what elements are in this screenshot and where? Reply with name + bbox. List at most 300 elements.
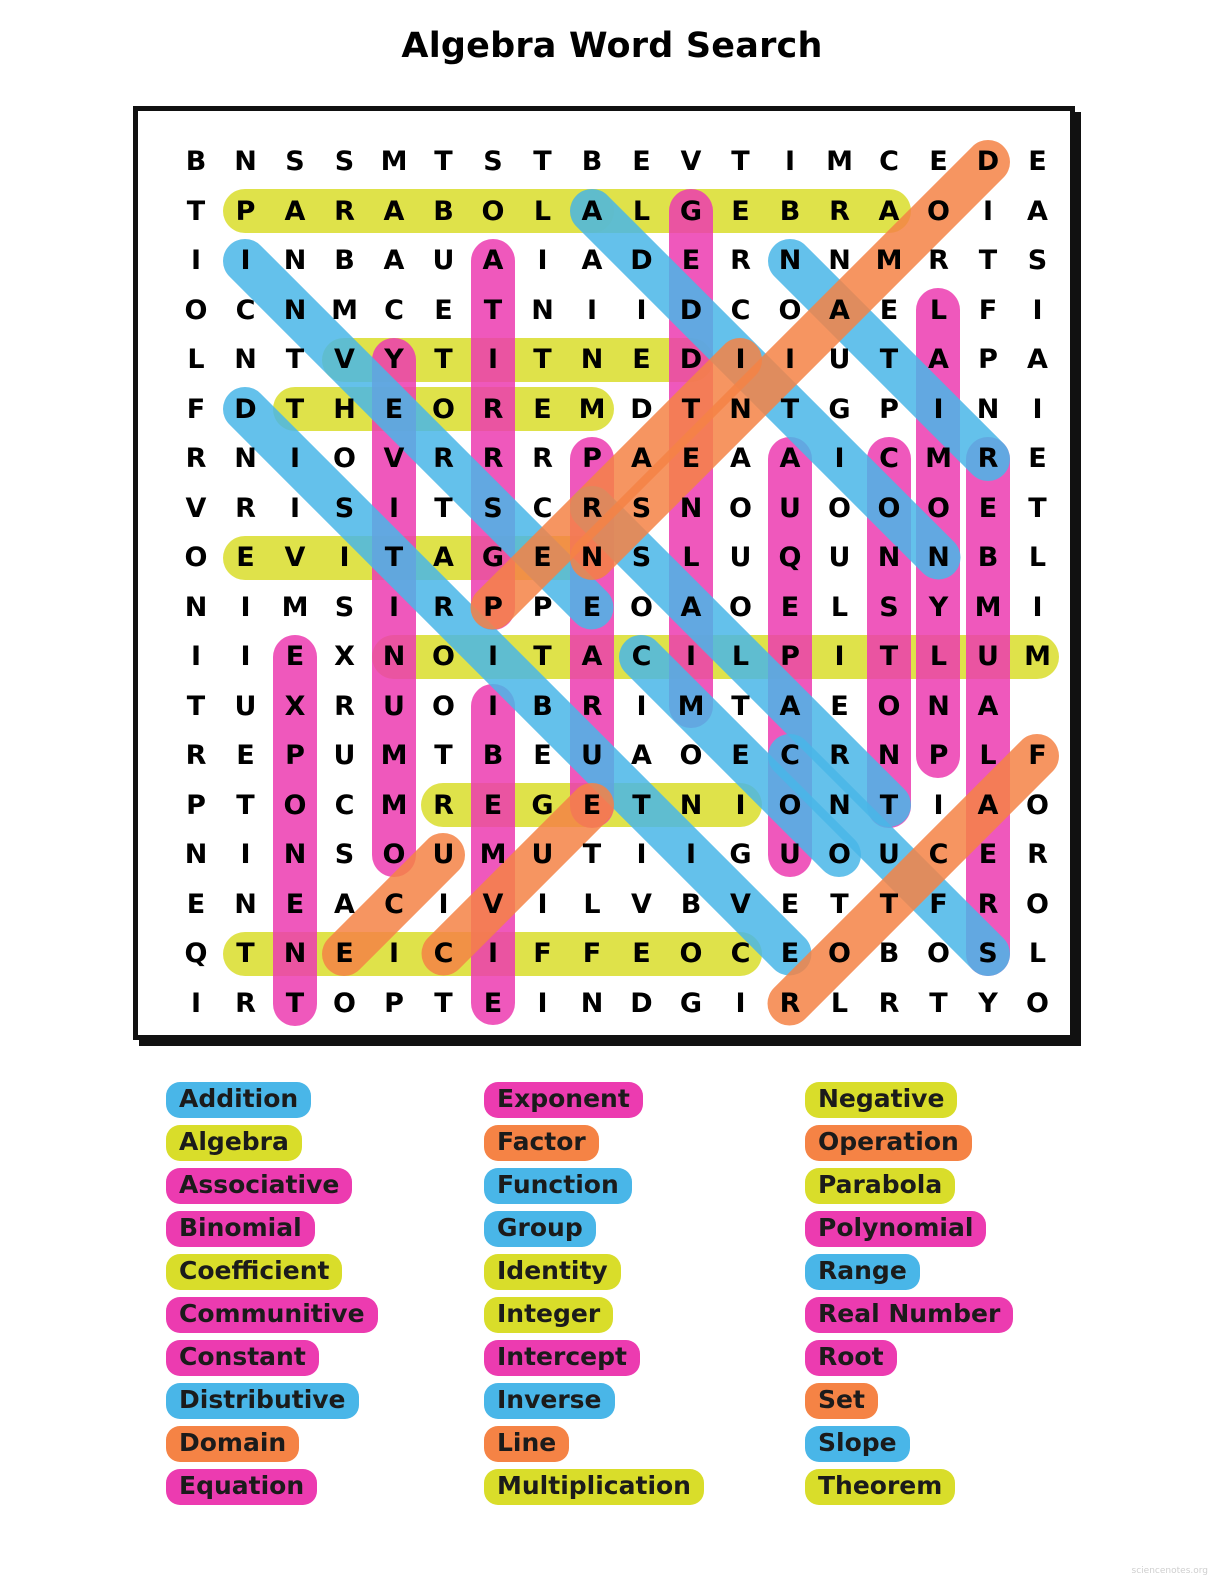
grid-letter: C xyxy=(334,789,355,821)
grid-letter: E xyxy=(582,789,602,821)
grid-letter: M xyxy=(380,146,408,177)
grid-letter: Q xyxy=(778,542,802,573)
word-chip-constant[interactable]: Constant xyxy=(166,1340,319,1376)
grid-letter: F xyxy=(186,393,206,425)
grid-letter: L xyxy=(187,344,205,375)
grid-letter: I xyxy=(190,987,202,1019)
grid-letter: E xyxy=(731,740,750,771)
word-list-column-2 xyxy=(484,1082,784,1512)
grid-letter: O xyxy=(729,591,752,623)
grid-letter: M xyxy=(380,740,408,771)
word-chip-parabola[interactable]: Parabola xyxy=(805,1168,955,1204)
grid-letter: R xyxy=(482,443,504,474)
grid-letter: L xyxy=(1028,938,1047,969)
grid-letter: A xyxy=(1027,344,1048,375)
grid-letter: O xyxy=(283,789,307,821)
grid-letter: T xyxy=(929,987,948,1019)
grid-letter: X xyxy=(334,641,355,672)
grid-letter: F xyxy=(533,938,552,969)
word-chip-coefficient[interactable]: Coefficient xyxy=(166,1254,342,1290)
grid-letter: E xyxy=(434,294,453,326)
grid-letter: E xyxy=(830,690,849,722)
grid-letter: O xyxy=(1026,789,1049,821)
letter-layer xyxy=(138,111,1080,1045)
grid-letter: V xyxy=(383,443,405,474)
grid-letter: M xyxy=(1024,641,1051,672)
grid-letter: P xyxy=(879,393,899,425)
grid-letter: O xyxy=(927,195,950,227)
grid-letter: A xyxy=(779,690,801,722)
grid-letter: N xyxy=(580,987,604,1019)
grid-letter: B xyxy=(581,146,603,177)
grid-letter: G xyxy=(828,393,851,425)
grid-letter: N xyxy=(234,146,257,177)
grid-letter: G xyxy=(679,987,703,1019)
grid-letter: I xyxy=(1032,294,1043,326)
grid-letter: F xyxy=(929,888,948,920)
grid-letter: S xyxy=(1027,245,1048,276)
grid-letter: A xyxy=(581,641,603,672)
grid-letter: O xyxy=(432,641,455,672)
word-chip-range[interactable]: Range xyxy=(805,1254,920,1290)
grid-letter: R xyxy=(928,245,949,276)
grid-letter: F xyxy=(1028,740,1047,771)
grid-letter: X xyxy=(284,690,306,722)
grid-letter: A xyxy=(977,789,999,821)
word-chip-inverse[interactable]: Inverse xyxy=(484,1383,615,1419)
grid-letter: I xyxy=(240,591,251,623)
grid-letter: L xyxy=(830,987,849,1019)
grid-letter: U xyxy=(729,542,752,573)
grid-letter: G xyxy=(481,542,505,573)
grid-letter: N xyxy=(382,641,406,672)
grid-letter: C xyxy=(780,740,800,771)
word-list-column-3 xyxy=(805,1082,1125,1512)
grid-letter: T xyxy=(384,542,404,573)
grid-letter: R xyxy=(581,690,603,722)
grid-letter: A xyxy=(631,443,652,474)
grid-letter: N xyxy=(828,789,851,821)
grid-letter: S xyxy=(334,839,355,870)
word-chip-negative[interactable]: Negative xyxy=(805,1082,957,1118)
word-chip-intercept[interactable]: Intercept xyxy=(484,1340,640,1376)
grid-letter: C xyxy=(730,938,751,969)
grid-letter: A xyxy=(631,740,652,771)
grid-letter: T xyxy=(434,344,453,375)
grid-letter: N xyxy=(234,443,257,474)
grid-letter: P xyxy=(928,740,949,771)
grid-letter: E xyxy=(483,789,503,821)
grid-letter: P xyxy=(186,789,206,821)
grid-letter: G xyxy=(729,839,752,870)
grid-letter: I xyxy=(834,443,845,474)
word-chip-real-number[interactable]: Real Number xyxy=(805,1297,1013,1333)
grid-letter: R xyxy=(977,888,999,920)
word-search-grid[interactable] xyxy=(133,106,1075,1040)
grid-letter: G xyxy=(531,789,554,821)
grid-letter: R xyxy=(1027,839,1048,870)
grid-letter: P xyxy=(285,740,305,771)
grid-letter: T xyxy=(236,789,255,821)
grid-letter: O xyxy=(927,492,950,524)
grid-letter: E xyxy=(533,393,552,425)
grid-letter: T xyxy=(780,393,800,425)
grid-letter: N xyxy=(234,888,257,920)
grid-letter: I xyxy=(982,195,994,227)
word-chip-polynomial[interactable]: Polynomial xyxy=(805,1211,986,1247)
grid-letter: E xyxy=(483,987,503,1019)
grid-letter: R xyxy=(977,443,999,474)
page-title: Algebra Word Search xyxy=(401,26,823,66)
grid-letter: S xyxy=(978,938,998,969)
grid-letter: L xyxy=(1028,542,1047,573)
grid-letter: O xyxy=(333,987,356,1019)
grid-letter: T xyxy=(236,938,255,969)
grid-letter: C xyxy=(384,888,404,920)
grid-letter: E xyxy=(978,839,998,870)
grid-letter: M xyxy=(875,245,903,276)
grid-letter: I xyxy=(537,987,548,1019)
word-chip-binomial[interactable]: Binomial xyxy=(166,1211,315,1247)
grid-letter: I xyxy=(289,492,301,524)
grid-letter: V xyxy=(284,542,306,573)
grid-letter: T xyxy=(186,195,206,227)
grid-letter: I xyxy=(537,888,548,920)
grid-letter: P xyxy=(384,987,404,1019)
grid-letter: E xyxy=(780,591,800,623)
grid-letter: R xyxy=(532,443,553,474)
grid-letter: M xyxy=(974,591,1002,623)
grid-letter: E xyxy=(1028,146,1047,177)
grid-letter: P xyxy=(235,195,256,227)
grid-letter: T xyxy=(533,641,552,672)
grid-letter: I xyxy=(388,938,400,969)
grid-letter: E xyxy=(632,938,651,969)
grid-letter: I xyxy=(933,393,944,425)
grid-letter: T xyxy=(731,690,750,722)
grid-letter: E xyxy=(582,591,602,623)
grid-letter: D xyxy=(630,393,653,425)
grid-letter: T xyxy=(434,740,453,771)
grid-letter: R xyxy=(779,987,801,1019)
grid-letter: M xyxy=(479,839,507,870)
grid-letter: A xyxy=(1027,195,1048,227)
grid-letter: E xyxy=(929,146,948,177)
grid-letter: E xyxy=(285,888,305,920)
grid-letter: N xyxy=(283,839,307,870)
grid-letter: A xyxy=(878,195,900,227)
word-chip-identity[interactable]: Identity xyxy=(484,1254,621,1290)
grid-letter: I xyxy=(735,987,746,1019)
grid-letter: E xyxy=(236,542,255,573)
grid-letter: M xyxy=(380,789,408,821)
grid-letter: R xyxy=(829,740,850,771)
grid-letter: I xyxy=(190,245,202,276)
grid-letter: B xyxy=(185,146,207,177)
grid-letter: O xyxy=(877,690,901,722)
grid-letter: R xyxy=(185,740,207,771)
word-chip-communitive[interactable]: Communitive xyxy=(166,1297,378,1333)
grid-letter: B xyxy=(433,195,454,227)
grid-letter: A xyxy=(284,195,306,227)
grid-letter: I xyxy=(487,938,499,969)
grid-letter: A xyxy=(383,195,405,227)
grid-letter: T xyxy=(533,344,552,375)
grid-letter: A xyxy=(680,591,702,623)
grid-letter: C xyxy=(879,443,899,474)
grid-letter: I xyxy=(339,542,350,573)
grid-letter: Y xyxy=(978,987,998,1019)
grid-letter: U xyxy=(531,839,554,870)
grid-letter: L xyxy=(533,195,552,227)
grid-letter: R xyxy=(235,987,256,1019)
grid-letter: R xyxy=(482,393,504,425)
grid-letter: U xyxy=(333,740,356,771)
grid-letter: U xyxy=(234,690,257,722)
grid-letter: A xyxy=(334,888,355,920)
grid-letter: U xyxy=(779,839,801,870)
grid-letter: N xyxy=(184,591,208,623)
grid-letter: T xyxy=(434,146,453,177)
word-chip-function[interactable]: Function xyxy=(484,1168,632,1204)
grid-letter: I xyxy=(487,690,499,722)
word-chip-line[interactable]: Line xyxy=(484,1426,569,1462)
grid-letter: E xyxy=(780,938,800,969)
grid-letter: I xyxy=(735,344,746,375)
grid-letter: U xyxy=(779,492,801,524)
word-chip-associative[interactable]: Associative xyxy=(166,1168,352,1204)
grid-letter: N xyxy=(679,789,703,821)
grid-letter: U xyxy=(383,690,405,722)
grid-letter: E xyxy=(731,195,750,227)
grid-letter: O xyxy=(481,195,505,227)
grid-letter: O xyxy=(1026,888,1049,920)
grid-letter: B xyxy=(532,690,553,722)
word-chip-theorem[interactable]: Theorem xyxy=(805,1469,955,1505)
word-chip-exponent[interactable]: Exponent xyxy=(484,1082,643,1118)
grid-letter: R xyxy=(334,690,355,722)
grid-letter: E xyxy=(1028,443,1047,474)
grid-letter: O xyxy=(679,938,703,969)
grid-letter: N xyxy=(580,344,604,375)
grid-letter: A xyxy=(779,443,801,474)
grid-letter: A xyxy=(928,344,949,375)
grid-letter: T xyxy=(978,245,998,276)
grid-letter: T xyxy=(731,146,750,177)
grid-letter: N xyxy=(729,393,752,425)
grid-letter: C xyxy=(384,294,404,326)
grid-letter: T xyxy=(582,839,602,870)
grid-letter: I xyxy=(586,294,598,326)
grid-letter: O xyxy=(828,938,851,969)
grid-letter: V xyxy=(680,146,702,177)
grid-letter: R xyxy=(581,492,603,524)
word-chip-equation[interactable]: Equation xyxy=(166,1469,317,1505)
grid-letter: S xyxy=(631,542,652,573)
grid-letter: T xyxy=(879,789,899,821)
grid-letter: I xyxy=(537,245,548,276)
grid-letter: T xyxy=(434,492,453,524)
word-chip-set[interactable]: Set xyxy=(805,1383,878,1419)
grid-letter: I xyxy=(735,789,746,821)
grid-letter: N xyxy=(976,393,1000,425)
word-chip-factor[interactable]: Factor xyxy=(484,1125,599,1161)
grid-letter: O xyxy=(877,492,901,524)
grid-letter: O xyxy=(184,294,208,326)
grid-letter: R xyxy=(235,492,256,524)
grid-letter: I xyxy=(834,641,845,672)
grid-letter: E xyxy=(285,641,305,672)
grid-letter: R xyxy=(730,245,751,276)
grid-letter: E xyxy=(632,146,651,177)
grid-letter: O xyxy=(927,938,950,969)
grid-letter: Y xyxy=(384,344,404,375)
grid-letter: T xyxy=(681,393,701,425)
grid-letter: I xyxy=(784,146,796,177)
word-chip-operation[interactable]: Operation xyxy=(805,1125,972,1161)
grid-letter: U xyxy=(432,839,455,870)
grid-letter: B xyxy=(680,888,702,920)
grid-letter: O xyxy=(333,443,356,474)
grid-letter: L xyxy=(583,888,601,920)
grid-letter: N xyxy=(927,690,950,722)
grid-letter: A xyxy=(977,690,999,722)
grid-letter: A xyxy=(581,195,603,227)
grid-letter: M xyxy=(578,393,606,425)
grid-letter: V xyxy=(631,888,652,920)
grid-letter: D xyxy=(630,245,653,276)
word-chip-addition[interactable]: Addition xyxy=(166,1082,311,1118)
grid-letter: Q xyxy=(184,938,208,969)
grid-letter: O xyxy=(432,690,455,722)
grid-letter: L xyxy=(731,641,750,672)
grid-letter: C xyxy=(532,492,553,524)
grid-letter: C xyxy=(235,294,256,326)
grid-letter: O xyxy=(778,789,802,821)
grid-letter: N xyxy=(927,542,950,573)
grid-letter: I xyxy=(487,641,499,672)
grid-letter: E xyxy=(632,344,651,375)
grid-letter: I xyxy=(289,443,301,474)
grid-letter: U xyxy=(581,740,603,771)
grid-letter: C xyxy=(433,938,454,969)
grid-letter: I xyxy=(438,888,449,920)
grid-letter: I xyxy=(636,690,647,722)
grid-letter: O xyxy=(729,492,752,524)
grid-letter: S xyxy=(334,591,355,623)
grid-letter: I xyxy=(1032,591,1043,623)
grid-letter: N xyxy=(283,245,307,276)
grid-letter: M xyxy=(281,591,309,623)
word-chip-root[interactable]: Root xyxy=(805,1340,897,1376)
grid-letter: R xyxy=(829,195,850,227)
grid-letter: U xyxy=(828,344,851,375)
grid-letter: I xyxy=(685,839,697,870)
grid-inner xyxy=(138,111,1080,1045)
word-chip-group[interactable]: Group xyxy=(484,1211,596,1247)
grid-letter: I xyxy=(685,641,697,672)
grid-letter: I xyxy=(1032,393,1043,425)
grid-letter: T xyxy=(830,888,849,920)
grid-letter: P xyxy=(780,641,800,672)
word-chip-integer[interactable]: Integer xyxy=(484,1297,613,1333)
grid-letter: I xyxy=(636,294,647,326)
grid-letter: V xyxy=(185,492,207,524)
grid-letter: L xyxy=(830,591,849,623)
grid-letter: S xyxy=(483,492,503,524)
grid-letter: O xyxy=(630,591,653,623)
grid-letter: R xyxy=(878,987,900,1019)
grid-letter: V xyxy=(482,888,504,920)
grid-letter: T xyxy=(483,294,503,326)
grid-letter: O xyxy=(778,294,802,326)
grid-letter: U xyxy=(828,542,851,573)
grid-letter: T xyxy=(285,987,305,1019)
grid-letter: T xyxy=(879,888,899,920)
grid-letter: I xyxy=(636,839,647,870)
grid-letter: E xyxy=(681,245,701,276)
grid-letter: U xyxy=(977,641,999,672)
word-chip-algebra[interactable]: Algebra xyxy=(166,1125,302,1161)
grid-letter: L xyxy=(682,542,700,573)
grid-letter: I xyxy=(240,641,251,672)
grid-letter: B xyxy=(779,195,801,227)
grid-letter: S xyxy=(334,146,355,177)
grid-letter: E xyxy=(236,740,255,771)
grid-letter: S xyxy=(285,146,305,177)
grid-letter: N xyxy=(679,492,703,524)
grid-letter: U xyxy=(878,839,900,870)
grid-letter: L xyxy=(929,641,948,672)
grid-letter: R xyxy=(433,591,454,623)
word-chip-multiplication[interactable]: Multiplication xyxy=(484,1469,704,1505)
grid-letter: O xyxy=(679,740,703,771)
grid-letter: T xyxy=(434,987,453,1019)
grid-letter: D xyxy=(679,294,703,326)
grid-letter: N xyxy=(531,294,554,326)
grid-letter: P xyxy=(483,591,503,623)
word-chip-slope[interactable]: Slope xyxy=(805,1426,910,1462)
grid-letter: F xyxy=(978,294,998,326)
grid-letter: N xyxy=(828,245,851,276)
grid-letter: N xyxy=(778,245,802,276)
grid-letter: A xyxy=(730,443,751,474)
grid-letter: M xyxy=(677,690,705,722)
grid-letter: E xyxy=(533,740,552,771)
word-chip-distributive[interactable]: Distributive xyxy=(166,1383,359,1419)
grid-letter: A xyxy=(829,294,850,326)
grid-letter: S xyxy=(879,591,899,623)
grid-letter: O xyxy=(828,839,851,870)
grid-letter: T xyxy=(879,344,899,375)
grid-letter: I xyxy=(190,641,202,672)
grid-letter: F xyxy=(582,938,602,969)
grid-letter: A xyxy=(383,245,405,276)
word-chip-domain[interactable]: Domain xyxy=(166,1426,299,1462)
grid-letter: A xyxy=(433,542,454,573)
grid-letter: H xyxy=(333,393,356,425)
grid-letter: I xyxy=(487,344,499,375)
grid-letter: V xyxy=(334,344,355,375)
grid-letter: I xyxy=(388,492,400,524)
grid-letter: N xyxy=(580,542,604,573)
grid-letter: I xyxy=(933,789,944,821)
grid-letter: R xyxy=(433,443,454,474)
grid-letter: A xyxy=(581,245,603,276)
grid-letter: D xyxy=(976,146,1000,177)
grid-letter: N xyxy=(184,839,208,870)
grid-letter: N xyxy=(283,294,307,326)
